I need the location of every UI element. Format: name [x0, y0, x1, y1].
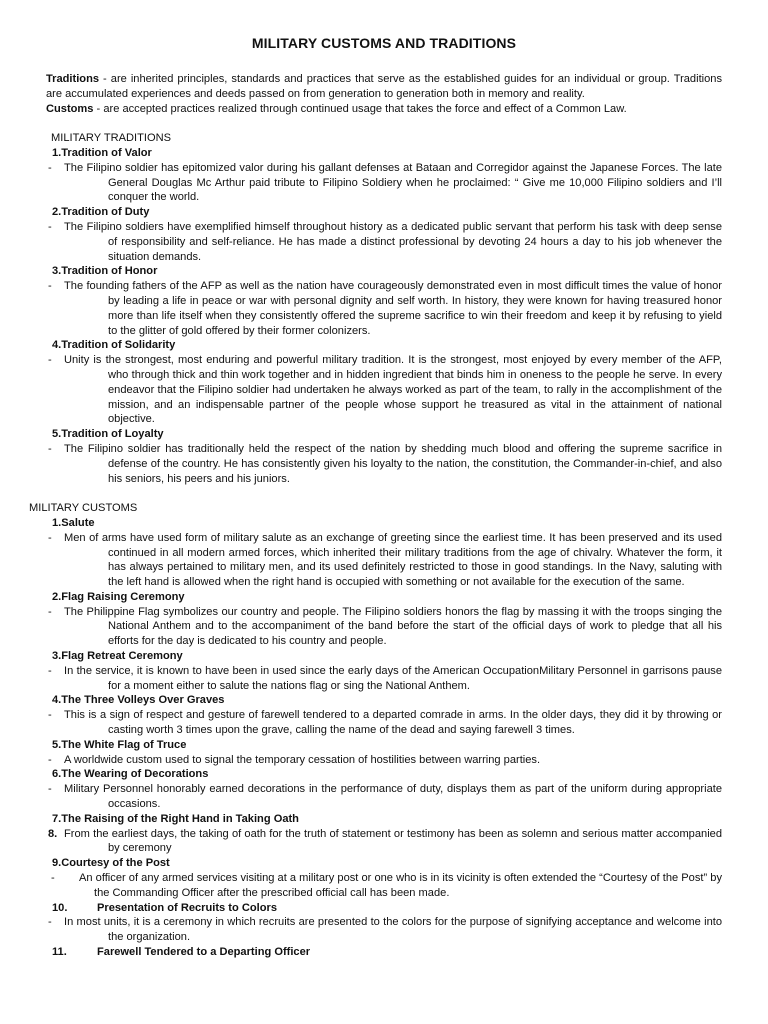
- tradition-item-text: - The founding fathers of the AFP as well as the nation have courageously demonstrated even in most difficult times the value of honor by leading a life in peace or war with personal dignity and self worth. In history, they were known for having treasured honor more than life itself when they consistently offered the supreme sacrifice to win their freedom and keep it by refusing to yield to the glitter of gold offered by their former colonizers.: [48, 280, 722, 337]
- customs-definition: [46, 102, 722, 117]
- customs-heading: MILITARY CUSTOMS: [29, 502, 138, 515]
- tradition-item-text: - Unity is the strongest, most enduring and powerful military tradition. It is the strongest, most enjoyed by every member of the AFP, who through thick and thin work together and in hidden ingredient that binds him in oneness to the people he serve. In every endeavor that the Filipino soldier had undertaken he always worked as part of the team, to rally in the accomplishment of the mission, and an indispensable partner of the people whose support he treasured as vital in the attainment of national objective.: [48, 354, 722, 426]
- tradition-item-text: - The Filipino soldiers have exemplified himself throughout history as a dedicated public servant that perform his task with deep sense of responsibility and self-reliance. He has made a distinct professional by devoting 24 hours a day to his job whenever the situation demands.: [48, 220, 722, 263]
- traditions-term: Traditions: [46, 73, 100, 85]
- custom-item-text: - A worldwide custom used to signal the temporary cessation of hostilities between warring parties.: [48, 753, 541, 766]
- custom-item-heading: 10. Presentation of Recruits to Colors: [52, 901, 277, 914]
- page-title: MILITARY CUSTOMS AND TRADITIONS: [251, 35, 517, 51]
- custom-item-heading: 2.Flag Raising Ceremony: [52, 590, 185, 603]
- document-body: [29, 72, 722, 960]
- traditions-definition: [46, 72, 722, 102]
- tradition-item-heading: 4.Tradition of Solidarity: [52, 339, 176, 352]
- custom-item-heading: 3.Flag Retreat Ceremony: [52, 650, 183, 663]
- custom-item-heading: 1.Salute: [52, 516, 95, 529]
- custom-item-heading: 7.The Raising of the Right Hand in Taking Oath: [52, 812, 299, 825]
- custom-item-heading: 6.The Wearing of Decorations: [52, 768, 209, 781]
- custom-item-heading: 9.Courtesy of the Post: [52, 857, 170, 870]
- custom-item-text: - An officer of any armed services visiting at a military post or one who is in its vicinity is often extended the “Courtesy of the Post” by the Commanding Officer after the prescribed official call has been made.: [51, 872, 722, 899]
- tradition-item-heading: 3.Tradition of Honor: [52, 265, 158, 278]
- custom-item-heading: 5.The White Flag of Truce: [52, 738, 187, 751]
- traditions-heading: MILITARY TRADITIONS: [51, 132, 171, 145]
- customs-term: Customs: [46, 102, 94, 115]
- custom-item-text: - In the service, it is known to have been in used since the early days of the American OccupationMilitary Personnel in garrisons pause for a moment either to salute the nations flag or sing the National Anthem.: [48, 664, 722, 692]
- custom-item-text: - Men of arms have used form of military salute as an exchange of greeting since the earliest time. It has been preserved and its used continued in all modern armed forces, which inherited their military traditions from the age of chivalry. Whatever the form, it has always pertained to military men, and its used definitely restricted to those in good standings. In the Navy, saluting with the left hand is allowed when the right hand is occupied with something or not available for the execution of the same.: [48, 531, 722, 589]
- custom-item-text: - In most units, it is a ceremony in which recruits are presented to the colors for the purpose of signifying acceptance and welcome into the organization.: [48, 916, 722, 944]
- tradition-item-text: - The Filipino soldier has epitomized valor during his gallant defenses at Bataan and Corregidor against the Japanese Forces. The late General Douglas Mc Arthur paid tribute to Filipino Soldiery when he proclaimed: “ Give me 10,000 Filipino soldiers and I’ll conquer the world.: [48, 161, 722, 204]
- custom-item-text: - Military Personnel honorably earned decorations in the performance of duty, displays them as part of the uniform during appropriate occasions.: [48, 783, 722, 811]
- tradition-item-text: - The Filipino soldier has traditionally held the respect of the nation by shedding much blood and offering the supreme sacrifice in defense of the country. He has consistently given his loyalty to the nation, the constitution, the Commander-in-chief, and also his seniors, his peers and his juniors.: [48, 442, 722, 485]
- custom-item-text: 8. From the earliest days, the taking of oath for the truth of statement or testimony has been as solemn and serious matter accompanied by ceremony: [48, 827, 722, 855]
- custom-item-text: - This is a sign of respect and gesture of farewell tendered to a departed comrade in arms. In the older days, they did it by throwing or casting worth 3 times upon the grave, calling the name of the dead and saying farewell 3 times.: [48, 709, 722, 737]
- custom-item-heading: 11. Farewell Tendered to a Departing Officer: [52, 946, 311, 959]
- custom-item-text: - The Philippine Flag symbolizes our country and people. The Filipino soldiers honors the flag by massing it with the troops singing the National Anthem and to the accompaniment of the band before the start of the official days of work to pledge that all his efforts for the day is dedicated to his country and people.: [48, 605, 722, 648]
- tradition-item-heading: 2.Tradition of Duty: [52, 206, 150, 219]
- tradition-item-heading: 1.Tradition of Valor: [52, 146, 152, 159]
- tradition-item-heading: 5.Tradition of Loyalty: [52, 428, 164, 441]
- custom-item-heading: 4.The Three Volleys Over Graves: [52, 694, 225, 707]
- customs-definition-text: - are accepted practices realized through continued usage that takes the force and effect of a Common Law.: [93, 102, 627, 115]
- traditions-definition-text: - are inherited principles, standards and practices that serve as the established guides for an individual or group. Traditions are accumulated experiences and deeds passed on from generation to generation both in memory and reality.: [46, 73, 722, 100]
